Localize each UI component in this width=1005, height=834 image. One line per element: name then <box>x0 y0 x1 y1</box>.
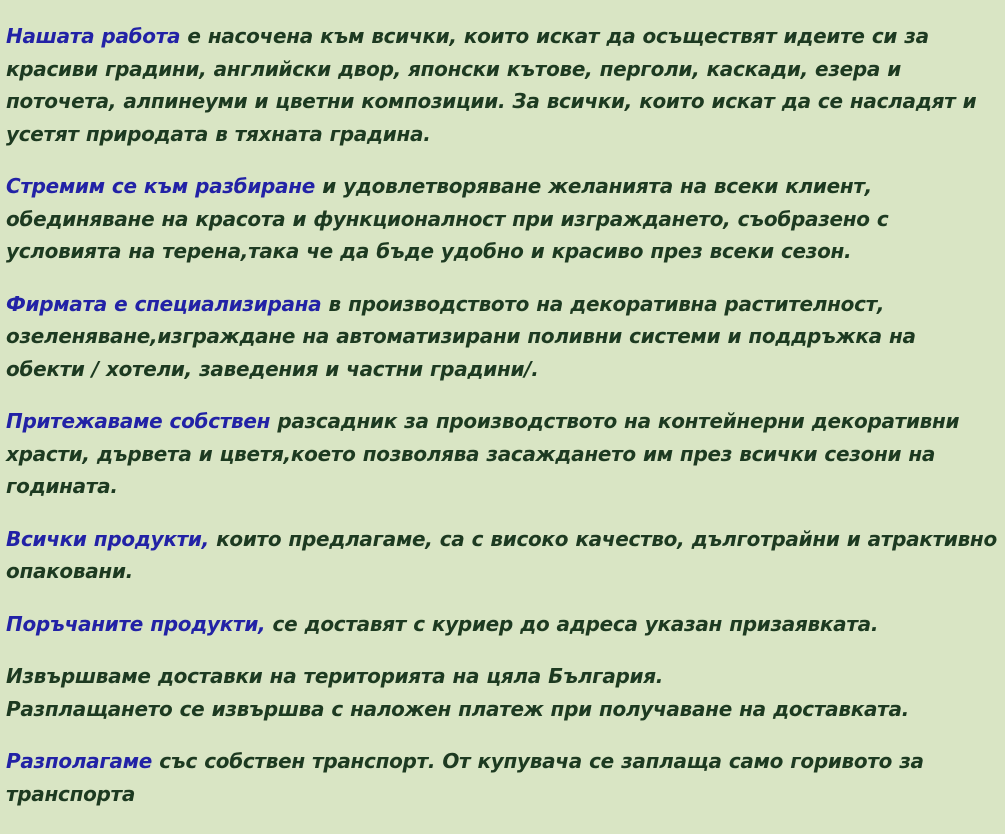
paragraph-text: разсадник за производството на контейнерни декоративни храсти, дървета и цветя,което позволява засаждането им през всички сезони на годината. <box>6 409 960 498</box>
paragraph-lead: Притежаваме собствен <box>6 409 271 433</box>
paragraph-courier <box>6 608 997 641</box>
paragraph-text: със собствен транспорт. От купувача се заплаща само горивото за транспорта <box>6 749 924 806</box>
paragraph-delivery <box>6 660 997 725</box>
paragraph-text: е насочена към всички, които искат да осъществят идеите си за красиви градини, английски двор, японски кътове, перголи, каскади, езера и поточета, алпинеуми и цветни композиции. За всички, които искат да се насладят и усетят природата в тяхната градина. <box>6 24 977 146</box>
paragraph-understanding <box>6 170 997 268</box>
paragraph-lead: Стремим се към разбиране <box>6 174 316 198</box>
paragraph-lead: Разполагаме <box>6 749 153 773</box>
paragraph-text: в производството на декоративна растителност, озеленяване,изграждане на автоматизирани поливни системи и поддръжка на обекти / хотели, заведения и частни градини/. <box>6 291 916 381</box>
paragraph-text: които предлагаме, са с високо качество, дълготрайни и атрактивно опаковани. <box>6 526 997 583</box>
paragraph-transport <box>6 745 997 810</box>
paragraph-products <box>6 523 997 588</box>
paragraph-specialization <box>6 288 997 386</box>
paragraph-lead: Поръчаните продукти, <box>6 611 266 636</box>
paragraph-text: се доставят с куриер до адреса указан призаявката. <box>265 611 879 636</box>
paragraph-nursery <box>6 405 997 503</box>
payment-line: Разплащането се извършва с наложен платеж при получаване на доставката. <box>6 696 909 721</box>
paragraph-lead: Всички продукти, <box>6 526 209 551</box>
paragraph-our-work <box>6 20 997 150</box>
paragraph-lead: Нашата работа <box>6 24 181 48</box>
delivery-territory-line: Извършваме доставки на територията на цяла България. <box>6 664 664 688</box>
paragraph-lead: Фирмата е специализирана <box>6 291 322 316</box>
paragraph-text: и удовлетворяване желанията на всеки клиент, обединяване на красота и функционалност при изграждането, съобразено с условията на терена,така че да бъде удобно и красиво през всеки сезон. <box>6 174 889 263</box>
